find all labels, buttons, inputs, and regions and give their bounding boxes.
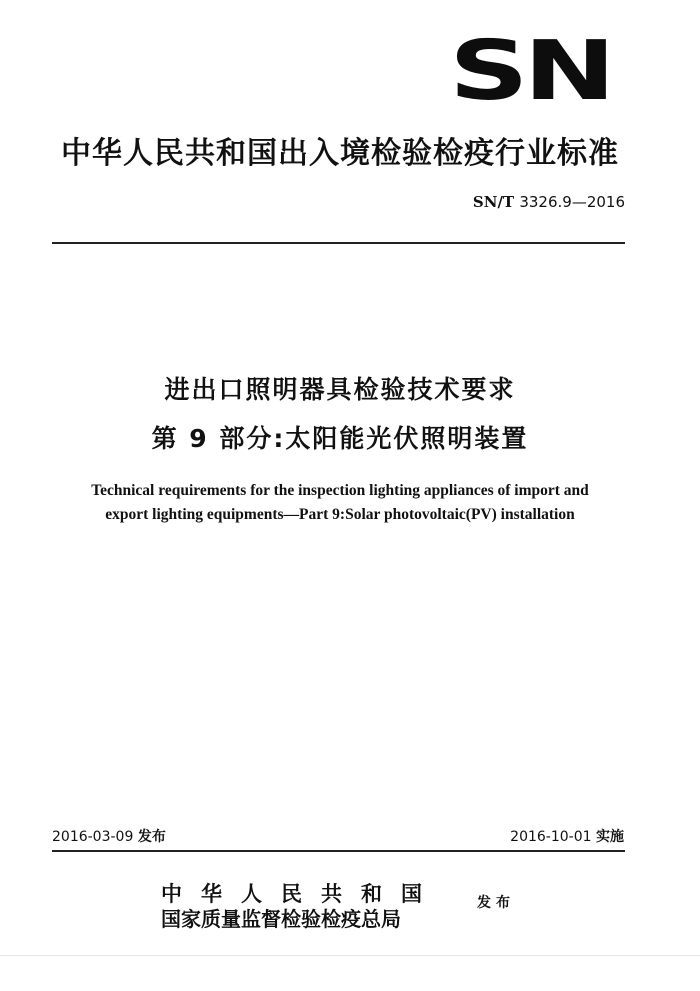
publisher-line-2: 国家质量监督检验检疫总局 [161,907,401,931]
issue-date-value: 2016-03-09 [52,829,134,845]
implementation-label: 实施 [596,829,624,845]
standard-number [473,193,625,211]
publish-label: 发布 [477,895,515,911]
page-edge [0,955,700,956]
sn-logo: SN [449,24,611,119]
english-title-line-1: Technical requirements for the inspection lighting appliances of import and [91,482,589,499]
industry-standard-title: 中华人民共和国出入境检验检疫行业标准 [61,136,619,171]
issue-date [52,826,166,846]
implementation-date [510,826,624,846]
chinese-title-line-1: 进出口照明器具检验技术要求 [164,375,516,404]
standard-prefix: SN/T [472,193,515,211]
implementation-date-value: 2016-10-01 [510,829,592,845]
chinese-title-line-2: 第 9 部分:太阳能光伏照明装置 [151,424,529,453]
publisher-line-1: 中华人民共和国 [161,881,441,906]
standard-number-value: 3326.9—2016 [519,193,625,211]
english-title-line-2: export lighting equipments—Part 9:Solar photovoltaic(PV) installation [105,506,575,523]
bottom-divider [52,850,625,852]
top-divider [52,242,625,244]
issue-label: 发布 [137,829,166,845]
